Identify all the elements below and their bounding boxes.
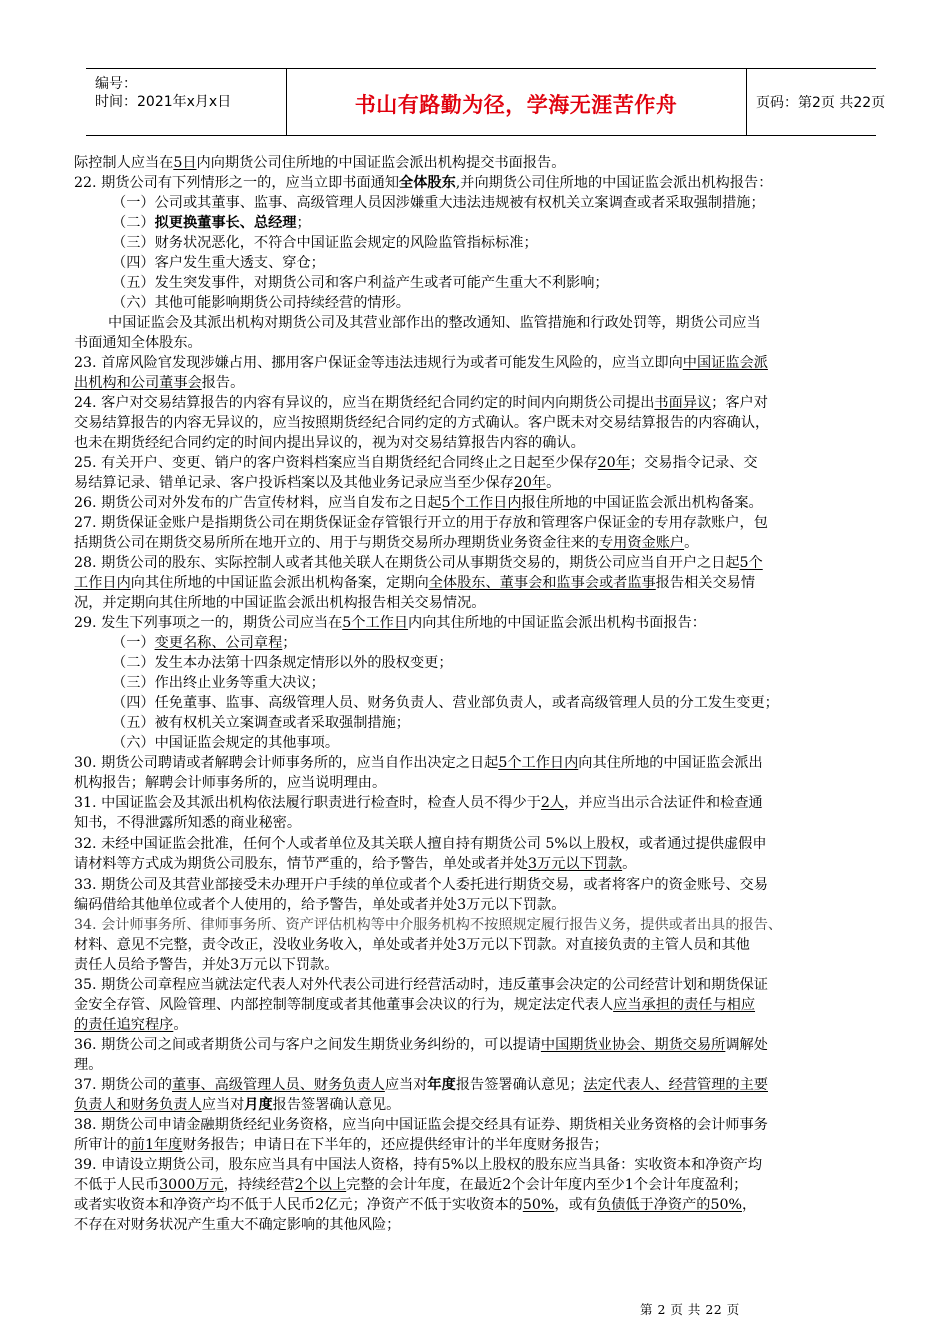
- text-line: 金安全存管、风险管理、内部控制等制度或者其他董事会决议的行为，规定法定代表人应当承担的责任与相应: [74, 997, 756, 1013]
- header-page-cell: [746, 69, 886, 135]
- text-line: 26. 期货公司对外发布的广告宣传材料，应当自发布之日起5个工作日内报住所地的中国证监会派出机构备案。: [74, 495, 763, 511]
- doc-number-label: 编号：: [95, 76, 137, 92]
- text-line: 易结算记录、错单记录、客户投诉档案以及其他业务记录应当至少保存20年。: [74, 475, 561, 491]
- text-line: 25. 有关开户、变更、销户的客户资料档案应当自期货经纪合同终止之日起至少保存20年；交易指令记录、交: [74, 455, 758, 471]
- text-line: 28. 期货公司的股东、实际控制人或者其他关联人在期货公司从事期货交易的，期货公司应当自开户之日起5个: [74, 555, 763, 571]
- text-line: 知书，不得泄露所知悉的商业秘密。: [74, 815, 302, 831]
- page-footer: 第 2 页 共 22 页: [640, 1302, 740, 1317]
- header-info-cell: [86, 69, 287, 135]
- text-line: 中国证监会及其派出机构对期货公司及其营业部作出的整改通知、监管措施和行政处罚等，期货公司应当: [108, 315, 761, 331]
- text-line: （五）发生突发事件，对期货公司和客户利益产生或者可能产生重大不利影响；: [112, 275, 609, 291]
- text-line: （六）其他可能影响期货公司持续经营的情形。: [112, 295, 410, 311]
- text-line: （四）客户发生重大透支、穿仓；: [112, 255, 325, 271]
- text-line: 不存在对财务状况产生重大不确定影响的其他风险；: [74, 1217, 401, 1233]
- text-line: 39. 申请设立期货公司，股东应当具有中国法人资格，持有5%以上股权的股东应当具备：实收资本和净资产均: [74, 1157, 763, 1173]
- text-line: 理。: [74, 1057, 103, 1073]
- text-line: 括期货公司在期货交易所所在地开立的、用于与期货交易所办理期货业务资金往来的专用资金账户。: [74, 535, 699, 551]
- text-line: 所审计的前1年度财务报告；申请日在下半年的，还应提供经审计的半年度财务报告；: [74, 1137, 608, 1153]
- header-motto-cell: [286, 69, 747, 135]
- doc-time-label: 时间：2021年x月x日: [95, 94, 232, 110]
- text-line: 27. 期货保证金账户是指期货公司在期货保证金存管银行开立的用于存放和管理客户保证金的专用存款账户，包: [74, 515, 768, 531]
- text-line: 22. 期货公司有下列情形之一的，应当立即书面通知全体股东,并向期货公司住所地的中国证监会派出机构报告：: [74, 175, 773, 191]
- text-line: 编码借给其他单位或者个人使用的，给予警告，单处或者并处3万元以下罚款。: [74, 897, 566, 913]
- text-line: （五）被有权机关立案调查或者采取强制措施；: [112, 715, 410, 731]
- text-line: 36. 期货公司之间或者期货公司与客户之间发生期货业务纠纷的，可以提请中国期货业协会、期货交易所调解处: [74, 1037, 768, 1053]
- text-line: 23. 首席风险官发现涉嫌占用、挪用客户保证金等违法违规行为或者可能发生风险的，应当立即向中国证监会派: [74, 355, 768, 371]
- text-line: 际控制人应当在5日内向期货公司住所地的中国证监会派出机构提交书面报告。: [74, 155, 566, 171]
- text-line: 37. 期货公司的董事、高级管理人员、财务负责人应当对年度报告签署确认意见；法定代表人、经营管理的主要: [74, 1077, 768, 1093]
- text-line: 工作日内向其住所地的中国证监会派出机构备案，定期向全体股东、董事会和监事会或者监事报告相关交易情: [74, 575, 756, 591]
- text-line: 或者实收资本和净资产均不低于人民币2亿元；净资产不低于实收资本的50%，或有负债低于净资产的50%，: [74, 1197, 757, 1213]
- text-line: 负责人和财务负责人应当对月度报告签署确认意见。: [74, 1097, 401, 1113]
- text-line: （四）任免董事、监事、高级管理人员、财务负责人、营业部负责人，或者高级管理人员的分工发生变更；: [112, 695, 779, 711]
- text-line: 的责任追究程序。: [74, 1017, 188, 1033]
- text-line: （三）作出终止业务等重大决议；: [112, 675, 325, 691]
- text-line: 24. 客户对交易结算报告的内容有异议的，应当在期货经纪合同约定的时间内向期货公司提出书面异议；客户对: [74, 395, 768, 411]
- page-header: [86, 68, 886, 136]
- text-line: （一）变更名称、公司章程；: [112, 635, 297, 651]
- text-line: 35. 期货公司章程应当就法定代表人对外代表公司进行经营活动时，违反董事会决定的公司经营计划和期货保证: [74, 977, 768, 993]
- text-line: 书面通知全体股东。: [74, 335, 202, 351]
- header-page-number: 页码：第2页 共22页: [756, 95, 886, 111]
- text-line: 38. 期货公司申请金融期货经纪业务资格，应当向中国证监会提交经具有证券、期货相关业务资格的会计师事务: [74, 1117, 768, 1133]
- text-line: （一）公司或其董事、监事、高级管理人员因涉嫌重大违法违规被有权机关立案调查或者采取强制措施；: [112, 195, 765, 211]
- text-line: 34. 会计师事务所、律师事务所、资产评估机构等中介服务机构不按照规定履行报告义务，提供或者出具的报告、: [74, 917, 783, 933]
- text-line: 29. 发生下列事项之一的，期货公司应当在5个工作日内向其住所地的中国证监会派出机构书面报告：: [74, 615, 706, 631]
- text-line: 况，并定期向其住所地的中国证监会派出机构报告相关交易情况。: [74, 595, 486, 611]
- text-line: 32. 未经中国证监会批准，任何个人或者单位及其关联人擅自持有期货公司 5%以上股权，或者通过提供虚假申: [74, 836, 767, 852]
- text-line: 材料、意见不完整，责令改正，没收业务收入，单处或者并处3万元以下罚款。对直接负责的主管人员和其他: [74, 937, 750, 953]
- text-line: 31. 中国证监会及其派出机构依法履行职责进行检查时，检查人员不得少于2人，并应当出示合法证件和检查通: [74, 795, 763, 811]
- text-line: 也未在期货经纪合同约定的时间内提出异议的，视为对交易结算报告内容的确认。: [74, 435, 585, 451]
- text-line: 交易结算报告的内容无异议的，应当按照期货经纪合同约定的方式确认。客户既未对交易结算报告的内容确认，: [74, 415, 770, 431]
- text-line: （二）拟更换董事长、总经理；: [112, 215, 311, 231]
- text-line: 请材料等方式成为期货公司股东，情节严重的，给予警告，单处或者并处3万元以下罚款。: [74, 856, 637, 872]
- text-line: 机构报告；解聘会计师事务所的，应当说明理由。: [74, 775, 387, 791]
- text-line: 不低于人民币3000万元，持续经营2个以上完整的会计年度，在最近2个会计年度内至少1个会计年度盈利；: [74, 1177, 748, 1193]
- text-line: 33. 期货公司及其营业部接受未办理开户手续的单位或者个人委托进行期货交易，或者将客户的资金账号、交易: [74, 877, 768, 893]
- text-line: （二）发生本办法第十四条规定情形以外的股权变更；: [112, 655, 453, 671]
- text-line: （三）财务状况恶化，不符合中国证监会规定的风险监管指标标准；: [112, 235, 538, 251]
- text-line: 出机构和公司董事会报告。: [74, 375, 245, 391]
- text-line: 责任人员给予警告，并处3万元以下罚款。: [74, 957, 339, 973]
- text-line: （六）中国证监会规定的其他事项。: [112, 735, 340, 751]
- header-motto: 书山有路勤为径，学海无涯苦作舟: [354, 93, 678, 117]
- text-line: 30. 期货公司聘请或者解聘会计师事务所的，应当自作出决定之日起5个工作日内向其住所地的中国证监会派出: [74, 755, 763, 771]
